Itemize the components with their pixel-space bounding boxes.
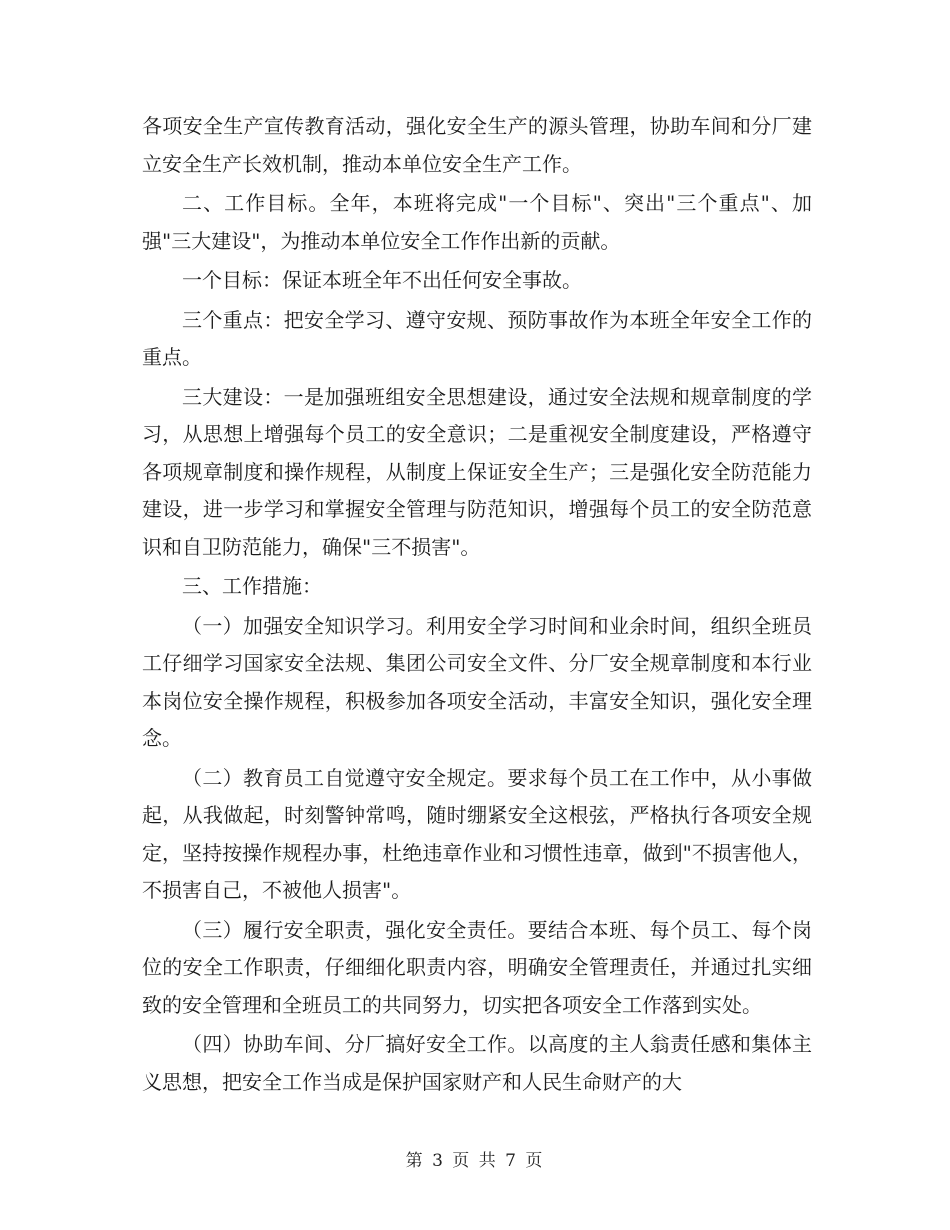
paragraph-4: 三个重点：把安全学习、遵守安规、预防事故作为本班全年安全工作的重点。 [142,307,812,369]
paragraph-3: 一个目标：保证本班全年不出任何安全事故。 [182,268,582,292]
paragraph-2: 二、工作目标。全年，本班将完成"一个目标"、突出"三个重点"、加强"三大建设"，为推动本单位安全工作作出新的贡献。 [142,191,812,253]
page-number-footer: 第 3 页 共 7 页 [405,1151,545,1171]
paragraph-1: 各项安全生产宣传教育活动，强化安全生产的源头管理，协助车间和分厂建立安全生产长效机制，推动本单位安全生产工作。 [142,114,812,176]
paragraph-9: （三）履行安全职责，强化安全责任。要结合本班、每个员工、每个岗位的安全工作职责，仔细细化职责内容，明确安全管理责任，并通过扎实细致的安全管理和全班员工的共同努力，切实把各项安全工作落到实处。 [142,917,812,1017]
document-body [142,108,812,1103]
paragraph-10: （四）协助车间、分厂搞好安全工作。以高度的主人翁责任感和集体主义思想，把安全工作当成是保护国家财产和人民生命财产的大 [142,1032,812,1094]
paragraph-7: （一）加强安全知识学习。利用安全学习时间和业余时间，组织全班员工仔细学习国家安全法规、集团公司安全文件、分厂安全规章制度和本行业本岗位安全操作规程，积极参加各项安全活动，丰富安全知识，强化安全理念。 [142,613,812,750]
paragraph-6: 三、工作措施： [182,574,322,598]
paragraph-8: （二）教育员工自觉遵守安全规定。要求每个员工在工作中，从小事做起，从我做起，时刻警钟常鸣，随时绷紧安全这根弦，严格执行各项安全规定，坚持按操作规程办事，杜绝违章作业和习惯性违章，做到"不损害他人，不损害自己，不被他人损害"。 [142,765,812,902]
paragraph-5: 三大建设：一是加强班组安全思想建设，通过安全法规和规章制度的学习，从思想上增强每个员工的安全意识；二是重视安全制度建设，严格遵守各项规章制度和操作规程，从制度上保证安全生产；三是强化安全防范能力建设，进一步学习和掌握安全管理与防范知识，增强每个员工的安全防范意识和自卫防范能力，确保"三不损害"。 [142,384,812,559]
